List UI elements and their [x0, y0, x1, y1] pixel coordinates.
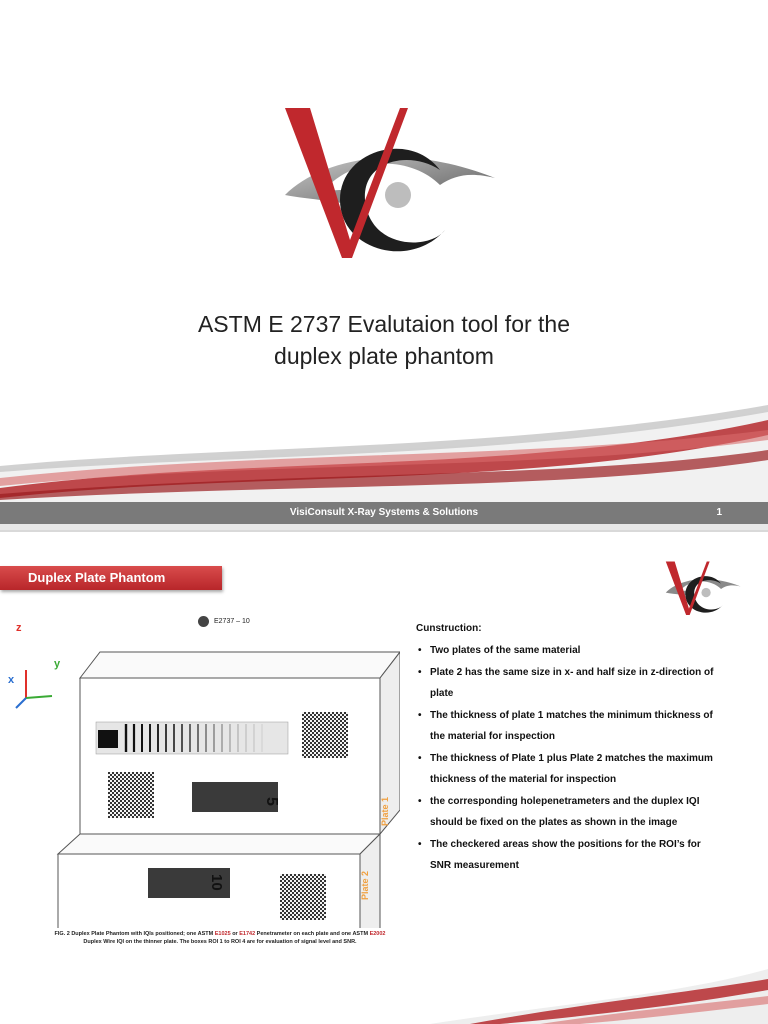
slide-title	[0, 308, 768, 372]
iqi-number-5: 5	[263, 797, 280, 806]
caption-ref-e2002: E2002	[369, 931, 386, 937]
bullet-item: • The thickness of plate 1 matches the minimum thickness of the material for inspection	[416, 705, 716, 748]
caption-ref-e1742: E1742	[239, 931, 256, 937]
axis-label-y: y	[54, 658, 61, 670]
footer-bar	[0, 502, 768, 524]
caption-ref-e1025: E1025	[214, 931, 231, 937]
axis-label-x: x	[8, 674, 15, 686]
figure-caption	[50, 930, 390, 946]
footer-company: VisiConsult X-Ray Systems & Solutions	[289, 507, 479, 518]
decorative-red-waves	[0, 400, 768, 502]
roi-checker-2	[108, 772, 154, 818]
construction-heading: Cunstruction:	[416, 623, 482, 634]
bullet-item: • Plate 2 has the same size in x- and half size in z-direction of plate	[416, 662, 716, 705]
plate-2-label: Plate 2	[360, 870, 370, 900]
section-title: Duplex Plate Phantom	[28, 570, 166, 585]
caption-text-4: Duplex Wire IQI on the thinner plate. The boxes ROI 1 to ROI 4 are for evaluation of signal level and SNR.	[83, 939, 357, 945]
axis-label-z: z	[16, 622, 22, 634]
duplex-wire-iqi	[96, 722, 288, 754]
bullet-item: • the corresponding holepenetrameters and the duplex IQI should be fixed on the plates as shown in the image	[416, 791, 716, 834]
bullet-list	[416, 640, 716, 877]
axis-gizmo	[16, 670, 52, 708]
standard-label: E2737 – 10	[214, 618, 250, 625]
bullet-item: • The thickness of Plate 1 plus Plate 2 matches the maximum thickness of the material for inspection	[416, 748, 716, 791]
plate-1-label: Plate 1	[380, 796, 390, 826]
bullet-item: • The checkered areas show the positions for the ROI’s for SNR measurement	[416, 834, 716, 877]
content-slide	[0, 532, 768, 1024]
caption-text-1: FIG. 2 Duplex Plate Phantom with IQIs positioned; one ASTM	[54, 931, 215, 937]
caption-text-3: Penetrameter on each plate and one ASTM	[255, 931, 370, 937]
caption-text-2: or	[230, 931, 240, 937]
visiconsult-logo-small	[664, 558, 746, 620]
slide-title-line2: duplex plate phantom	[274, 343, 494, 369]
roi-checker-1	[302, 712, 348, 758]
visiconsult-logo-large	[280, 100, 510, 270]
slide-title-line1: ASTM E 2737 Evalutaion tool for the	[197, 311, 571, 337]
decorative-red-waves-slide2	[0, 964, 768, 1024]
construction-list	[416, 618, 716, 877]
bullet-item: • Two plates of the same material	[416, 640, 716, 662]
page-number: 1	[716, 507, 722, 518]
roi-checker-3	[280, 874, 326, 920]
section-title-tab	[0, 566, 222, 590]
iqi-number-10: 10	[208, 874, 225, 891]
